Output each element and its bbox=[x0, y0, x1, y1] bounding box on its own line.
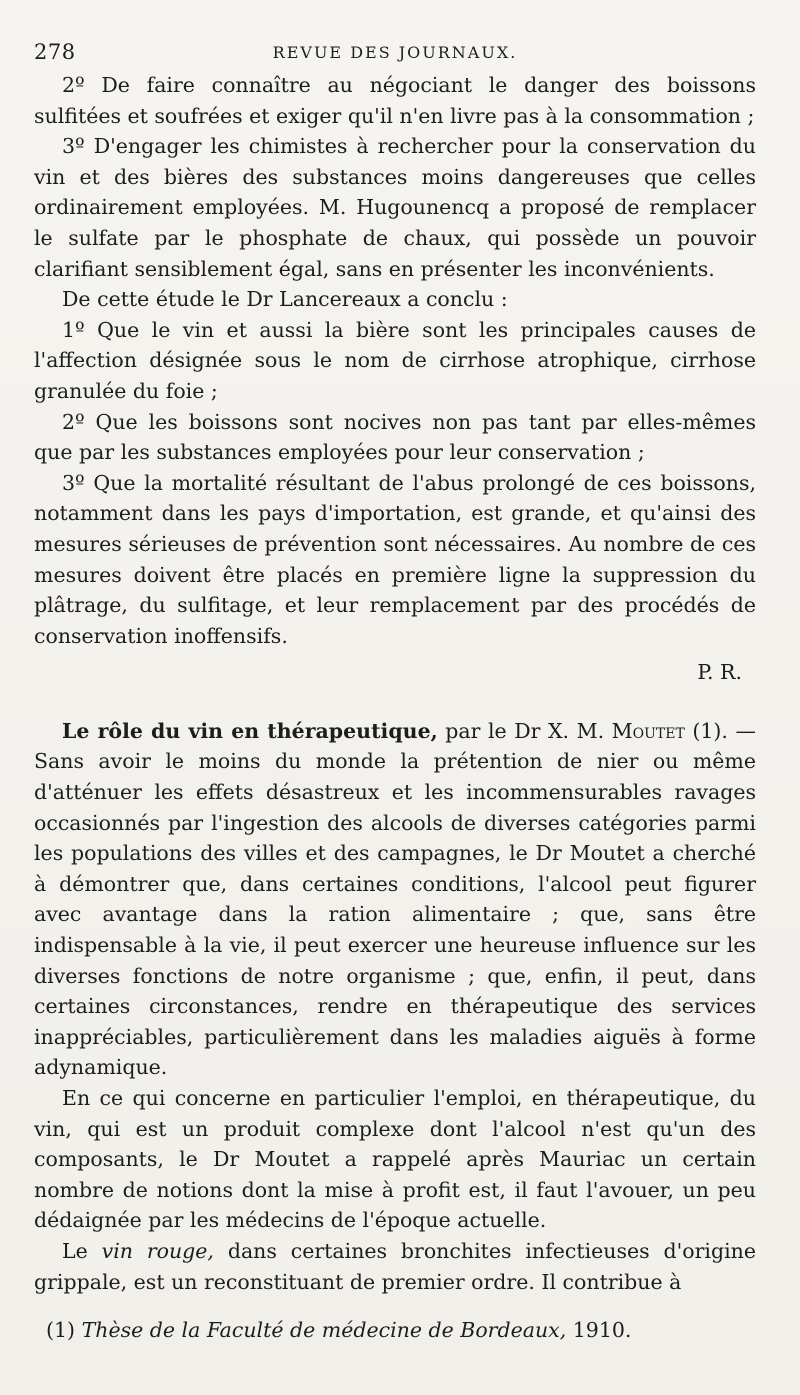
journal-title: REVUE DES JOURNAUX. bbox=[272, 43, 518, 62]
paragraph: 1º Que le vin et aussi la bière sont les principales causes de l'affection désignée sous le nom de cirrhose atrophique, cirrhose granulée du foie ; bbox=[34, 317, 756, 403]
body-text bbox=[34, 70, 756, 1346]
footnote-reference: (1). bbox=[692, 718, 728, 743]
article-heading-paragraph bbox=[34, 716, 756, 1083]
signature: P. R. bbox=[697, 660, 742, 685]
paragraph-rest: dans certaines bronchites infectieuses d'origine grippale, est un reconstituant de premier ordre. Il contribue à bbox=[34, 1238, 756, 1294]
article-body-start: — Sans avoir le moins du monde la prétention de nier ou même d'atténuer les effets désastreux et les incommensurables ravages occasionnés par l'ingestion des alcools de diverses catégories parmi les populations des villes et des campagnes, le Dr Moutet a cherché à démontrer que, dans certaines conditions, l'alcool peut figurer avec avantage dans la ration alimentaire ; que, sans être indispensable à la vie, il peut exercer une heureuse influence sur les diverses fonctions de notre organisme ; que, enfin, il peut, dans certaines circonstances, rendre en thérapeutique des services inappréciables, particulièrement dans les maladies aiguës à forme adynamique. bbox=[34, 718, 756, 1080]
article-byline: par le Dr X. M. bbox=[445, 718, 605, 743]
paragraph bbox=[34, 1236, 756, 1297]
article-title: Le rôle du vin en thérapeutique, bbox=[62, 718, 438, 743]
footnote-text: Thèse de la Faculté de médecine de Bordeaux, bbox=[81, 1318, 567, 1343]
footnote-marker: (1) bbox=[46, 1318, 76, 1343]
paragraph: 2º Que les boissons sont nocives non pas tant par elles-mêmes que par les substances employées pour leur conservation ; bbox=[34, 409, 756, 465]
paragraph: 3º D'engager les chimistes à rechercher pour la conservation du vin et des bières des substances moins dangereuses que celles ordinairement employées. M. Hugounencq a proposé de remplacer le sulfate par le phosphate de chaux, qui possède un pouvoir clarifiant sensiblement égal, sans en présenter les inconvénients. bbox=[34, 134, 756, 281]
paragraph-prefix: Le bbox=[62, 1238, 88, 1263]
section-gap bbox=[34, 698, 756, 716]
footnote-year: 1910. bbox=[572, 1318, 632, 1343]
running-head bbox=[34, 26, 756, 70]
italic-term: vin rouge, bbox=[101, 1238, 214, 1263]
paragraph: De cette étude le Dr Lancereaux a conclu : bbox=[62, 287, 508, 312]
page-number: 278 bbox=[34, 40, 76, 64]
paragraph: 3º Que la mortalité résultant de l'abus prolongé de ces boissons, notamment dans les pays d'importation, est grande, et qu'ainsi des mesures sérieuses de prévention sont nécessaires. Au nombre de ces mesures doivent être placés en première ligne la suppression du plâtrage, du sulfitage, et leur remplacement par des procédés de conservation inoffensifs. bbox=[34, 470, 756, 648]
paragraph: 2º De faire connaître au négociant le danger des boissons sulfitées et soufrées et exiger qu'il n'en livre pas à la consommation ; bbox=[34, 73, 756, 128]
footnote bbox=[46, 1315, 756, 1346]
article-author: Moutet bbox=[611, 718, 685, 743]
paragraph: En ce qui concerne en particulier l'emploi, en thérapeutique, du vin, qui est un produit complexe dont l'alcool n'est qu'un des composants, le Dr Moutet a rappelé après Mauriac un certain nombre de notions dont la mise à profit est, il faut l'avouer, un peu dédaignée par les médecins de l'époque actuelle. bbox=[34, 1086, 756, 1233]
